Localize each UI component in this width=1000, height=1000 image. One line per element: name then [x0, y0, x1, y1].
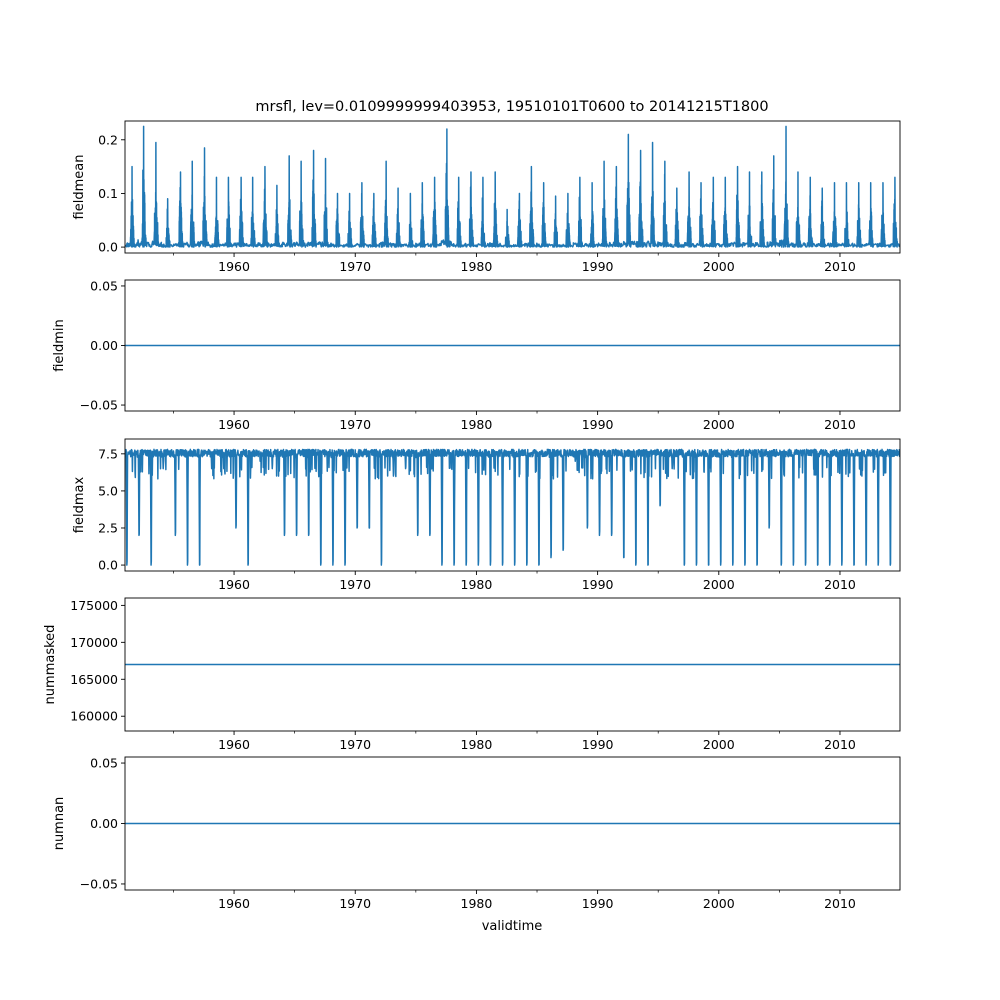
fieldmax-x-tick-label: 1990: [581, 577, 614, 592]
numnan-y-tick-label: −0.05: [79, 876, 118, 892]
fieldmin-y-tick-label: −0.05: [79, 397, 118, 413]
numnan-x-tick-label: 2000: [702, 896, 735, 911]
numnan-x-tick-label: 1960: [218, 896, 250, 911]
panel-fieldmin: [52, 278, 900, 432]
fieldmax-x-tick-label: 2000: [702, 577, 735, 592]
fieldmax-y-tick-label: 7.5: [98, 446, 118, 462]
numnan-y-tick-label: 0.00: [90, 816, 118, 831]
fieldmin-x-tick-label: 1990: [581, 417, 614, 432]
fieldmean-y-axis-label: fieldmean: [72, 154, 87, 220]
nummasked-y-tick-label: 160000: [70, 708, 118, 724]
nummasked-x-tick-label: 1960: [218, 737, 250, 752]
panel-nummasked: [43, 598, 900, 752]
fieldmean-y-tick-label: 0.1: [98, 185, 118, 201]
fieldmin-x-tick-label: 1980: [460, 417, 493, 432]
fieldmean-x-tick-label: 2000: [702, 259, 735, 274]
fieldmean-y-tick-label: 0.0: [98, 239, 118, 255]
nummasked-x-tick-label: 2010: [824, 737, 856, 752]
panel-fieldmax: [72, 439, 900, 592]
panel-fieldmean: [72, 121, 900, 274]
fieldmax-x-tick-label: 1960: [218, 577, 250, 592]
fieldmax-y-tick-label: 0.0: [98, 557, 118, 573]
fieldmean-x-tick-label: 1970: [339, 259, 372, 274]
numnan-x-tick-label: 1990: [581, 896, 614, 911]
nummasked-y-axis-label: nummasked: [43, 624, 58, 705]
x-axis-label: validtime: [481, 919, 543, 934]
nummasked-x-tick-label: 1980: [460, 737, 493, 752]
fieldmax-y-tick-label: 2.5: [98, 520, 118, 536]
numnan-y-tick-label: 0.05: [90, 755, 118, 771]
fieldmax-x-tick-label: 2010: [824, 577, 856, 592]
nummasked-y-tick-label: 175000: [70, 597, 118, 613]
fieldmin-y-tick-label: 0.00: [90, 338, 118, 353]
nummasked-y-tick-label: 165000: [70, 671, 118, 687]
numnan-x-tick-label: 2010: [824, 896, 856, 911]
fieldmean-x-tick-label: 1960: [218, 259, 250, 274]
fieldmin-x-tick-label: 2010: [824, 417, 856, 432]
numnan-y-axis-label: numnan: [52, 796, 67, 851]
fieldmin-y-tick-label: 0.05: [90, 278, 118, 294]
fieldmin-x-tick-label: 1960: [218, 417, 250, 432]
fieldmax-series-line: [125, 449, 900, 565]
numnan-x-tick-label: 1980: [460, 896, 493, 911]
subplots: [43, 121, 900, 911]
nummasked-y-tick-label: 170000: [70, 634, 118, 650]
fieldmin-y-axis-label: fieldmin: [52, 319, 67, 372]
fieldmin-x-tick-label: 2000: [702, 417, 735, 432]
fieldmax-y-axis-label: fieldmax: [72, 476, 87, 534]
fieldmean-x-tick-label: 1990: [581, 259, 614, 274]
panel-numnan: [52, 756, 900, 911]
nummasked-x-tick-label: 1990: [581, 737, 614, 752]
fieldmax-x-tick-label: 1980: [460, 577, 493, 592]
fieldmax-y-tick-label: 5.0: [98, 483, 118, 499]
fieldmean-series-line: [125, 126, 900, 247]
nummasked-x-tick-label: 1970: [339, 737, 372, 752]
fieldmean-x-tick-label: 2010: [824, 259, 856, 274]
fieldmean-y-tick-label: 0.2: [98, 132, 118, 148]
numnan-x-tick-label: 1970: [339, 896, 372, 911]
fieldmean-x-tick-label: 1980: [460, 259, 493, 274]
nummasked-x-tick-label: 2000: [702, 737, 735, 752]
figure-title: mrsfl, lev=0.0109999999403953, 19510101T0600 to 20141215T1800: [255, 99, 769, 115]
fieldmax-x-tick-label: 1970: [339, 577, 372, 592]
fieldmin-x-tick-label: 1970: [339, 417, 372, 432]
